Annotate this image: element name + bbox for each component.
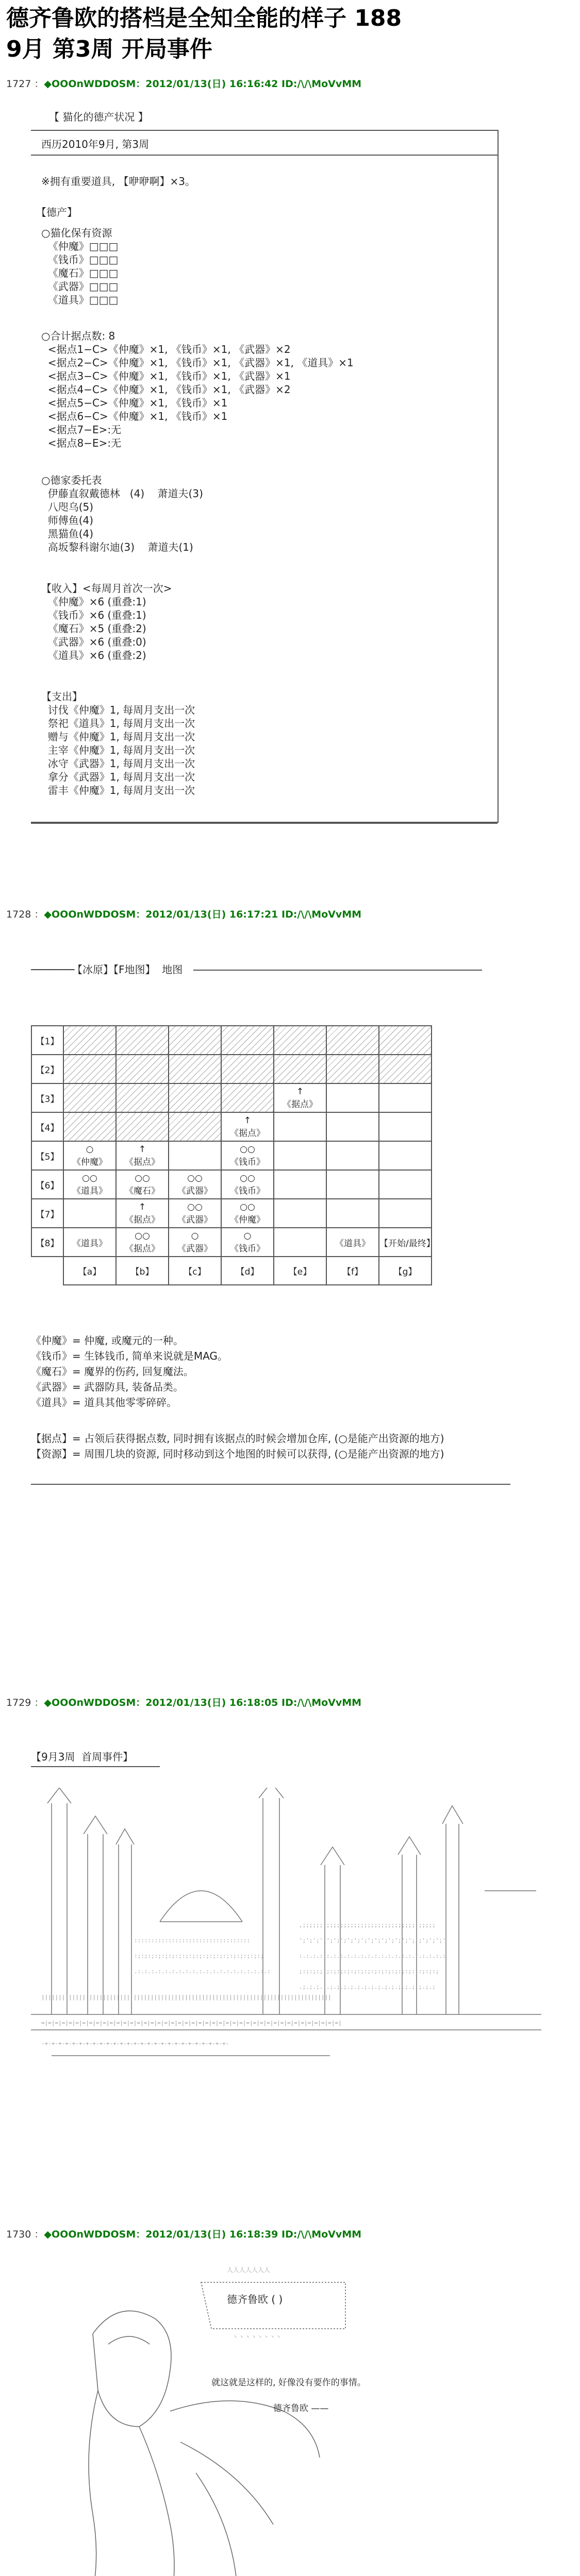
- map-row: [31, 1055, 432, 1083]
- map-cell: [63, 1199, 116, 1228]
- text-line: 八咫乌(5): [41, 501, 94, 513]
- post-meta: ◆OOOnWDDOSM：2012/01/13(日) 16:16:42 ID:/\/\MoVvMM: [44, 78, 362, 90]
- text-line: <据点1−C>《仲魔》×1, 《钱币》×1, 《武器》×2: [41, 343, 291, 355]
- post-number: 1730: [6, 2229, 31, 2240]
- text-line: <据点5−C>《仲魔》×1, 《钱币》×1: [41, 397, 228, 409]
- map-cell: [326, 1083, 379, 1112]
- map-column-label: 【g】: [379, 1257, 432, 1285]
- map-cell: [169, 1026, 221, 1055]
- map-row-label: 【4】: [31, 1112, 63, 1141]
- map-cell: 《道具》: [63, 1228, 116, 1257]
- svg-text:人人人人人人人: 人人人人人人人: [227, 2266, 271, 2274]
- map-cell: ○○ 《仲魔》: [221, 1199, 274, 1228]
- text-line: <据点3−C>《仲魔》×1, 《钱币》×1, 《武器》×1: [41, 370, 291, 382]
- text-line: 《钱币》□□□: [41, 253, 119, 266]
- map-column-label: 【f】: [326, 1257, 379, 1285]
- text-line: 伊藤直叙戴德林 (4) 萧道夫(3): [41, 487, 203, 500]
- divider: [31, 155, 498, 156]
- text-line: ○合计据点数: 8: [41, 330, 115, 342]
- map-cell: ↑ 《据点》: [116, 1199, 169, 1228]
- svg-text:::::::::::::::::::::::::::::::: ::::::::::::::::::::::::::::::::::: [134, 1937, 251, 1944]
- svg-text:-+-+-+-+-+-+-+-+-+-+-+-+-+-+-+: -+-+-+-+-+-+-+-+-+-+-+-+-+-+-+-+-+-+-+-+-+-+-+-+-+-+-+-: [41, 2040, 229, 2047]
- map-cell: [63, 1026, 116, 1055]
- text-line: 【据点】= 占领后获得据点数, 同时拥有该据点的时候会增加仓库, (○是能产出资源的地方): [31, 1432, 444, 1445]
- divider: [31, 822, 498, 824]
- text-line: 《魔石》= 魔界的伤药, 回复魔法。: [31, 1365, 194, 1378]
- text-line: 《钱币》×6 (重叠:1): [41, 609, 146, 621]
- map-cell: [326, 1112, 379, 1141]
- svg-text:.;.;.;.;.;.;.;.;.;.;.;.;.;.;.;: .;.;.;.;.;.;.;.;.;.;.;.;.;.;.;.;.;.;.;.;: [299, 1984, 436, 1990]
- map-cell: [63, 1055, 116, 1083]
- map-heading: 【冰原】【F地图】 地图: [72, 963, 183, 976]
- post-number: 1728: [6, 909, 31, 920]
- text-line: 黑猫鱼(4): [41, 528, 94, 540]
- map-row-label: 【7】: [31, 1199, 63, 1228]
- map-row: [31, 1026, 432, 1055]
- text-line: <据点8−E>:无: [41, 437, 122, 449]
- map-cell: [116, 1083, 169, 1112]
- map-cell: [326, 1199, 379, 1228]
- post-header: 1727 ：◆OOOnWDDOSM：2012/01/13(日) 16:16:42 ID:/\/\MoVvMM: [6, 78, 362, 90]
- page-title: [6, 3, 402, 65]
- divider: [31, 130, 498, 131]
- map-cell: ○○ 《据点》: [116, 1228, 169, 1257]
- map-cell: ○ 《钱币》: [221, 1228, 274, 1257]
- text-line: 《道具》×6 (重叠:2): [41, 649, 146, 662]
- map-row-label: 【1】: [31, 1026, 63, 1055]
- text-line: 《武器》×6 (重叠:0): [41, 636, 146, 648]
- text-line: 《仲魔》□□□: [41, 240, 119, 252]
- map-cell: [221, 1083, 274, 1112]
- map-cell: [169, 1083, 221, 1112]
- map-row: [31, 1141, 432, 1170]
- map-column-label: 【e】: [274, 1257, 326, 1285]
- divider: [31, 1766, 160, 1767]
- text-line: 《武器》= 武器防具, 装备品类。: [31, 1381, 184, 1393]
- event-heading: 【9月3周 首周事件】: [31, 1751, 134, 1763]
- character-ascii-art: [77, 2257, 397, 2576]
- post-meta: ◆OOOnWDDOSM：2012/01/13(日) 16:18:39 ID:/\/\MoVvMM: [44, 2229, 362, 2240]
- text-line: ○德家委托表: [41, 474, 102, 486]
- svg-text:;:;:;:;:;:;:;:;:;:;:;:;:;:;:;:: ;:;:;:;:;:;:;:;:;:;:;:;:;:;:;:;:;:;:;:;:;: [299, 1968, 439, 1975]
- status-keep: ※拥有重要道具, 【咿咿啊】×3。: [41, 175, 195, 188]
- map-cell: [274, 1170, 326, 1199]
- map-cell: [274, 1026, 326, 1055]
- text-line: 《仲魔》×6 (重叠:1): [41, 596, 146, 608]
- map-column-label: 【c】: [169, 1257, 221, 1285]
- map-row-label: 【8】: [31, 1228, 63, 1257]
- map-cell: [169, 1141, 221, 1170]
- text-line: 主宰《仲魔》1, 每周月支出一次: [41, 744, 195, 756]
- svg-text:.:.:.:.:.:.:.:.:.:.:.:.:.:.:.:: .:.:.:.:.:.:.:.:.:.:.:.:.:.:.:.:.:.:.:.:: [134, 1968, 271, 1975]
- post-header: 1730 ：◆OOOnWDDOSM：2012/01/13(日) 16:18:39 ID:/\/\MoVvMM: [6, 2229, 362, 2240]
- title-line-2: 9月 第3周 开局事件: [6, 36, 212, 62]
- divider: [193, 970, 482, 971]
- map-column-label: 【d】: [221, 1257, 274, 1285]
- text-line: 《武器》□□□: [41, 280, 119, 293]
- map-row: [31, 1112, 432, 1141]
- text-line: 【收入】<每周月首次一次>: [41, 582, 172, 595]
- map-cell: ↑ 《据点》: [221, 1112, 274, 1141]
- map-row: [31, 1083, 432, 1112]
- map-cell: [116, 1112, 169, 1141]
- status-section: 【德产】: [36, 206, 77, 218]
- divider: [31, 1484, 510, 1485]
- svg-text::;:;:;:;:;:;:;:;:;:;:;:;:;:;:;: :;:;:;:;:;:;:;:;:;:;:;:;:;:;:;:;:;:;:;: [134, 1953, 264, 1959]
- map-cell: [379, 1199, 432, 1228]
- map-cell: 【开始/最终】: [379, 1228, 432, 1257]
- map-cell: [379, 1112, 432, 1141]
- map-cell: [63, 1112, 116, 1141]
- map-cell: ○ 《武器》: [169, 1228, 221, 1257]
- svg-text::.:.:.:.:.:.:.:.:.:.:.:.:.:.:.: :.:.:.:.:.:.:.:.:.:.:.:.:.:.:.:.:.:.:.:.:.:: [299, 1953, 446, 1959]
- title-line-1: 德齐鲁欧的搭档是全知全能的样子 188: [6, 5, 402, 31]
- text-line: 祭祀《道具》1, 每周月支出一次: [41, 717, 195, 730]
- figure-subnote: 德齐鲁欧 ——: [273, 2403, 329, 2414]
- map-cell: [116, 1055, 169, 1083]
- map-cell: [379, 1083, 432, 1112]
- map-cell: [169, 1112, 221, 1141]
- map-cell: ○○ 《道具》: [63, 1170, 116, 1199]
- text-line: 冰守《武器》1, 每周月支出一次: [41, 757, 195, 770]
- map-grid: [31, 1025, 435, 1285]
- text-line: 【资源】= 周围几块的资源, 同时移动到这个地图的时候可以获得, (○是能产出资源的地方): [31, 1448, 444, 1460]
- map-cell: [221, 1055, 274, 1083]
- map-cell: [274, 1112, 326, 1141]
- map-cell: ○○ 《魔石》: [116, 1170, 169, 1199]
- post-header: 1728 ：◆OOOnWDDOSM：2012/01/13(日) 16:17:21 ID:/\/\MoVvMM: [6, 909, 362, 920]
- text-line: 讨伐《仲魔》1, 每周月支出一次: [41, 704, 195, 716]
- text-line: 拿分《武器》1, 每周月支出一次: [41, 771, 195, 783]
- map-cell: [274, 1055, 326, 1083]
- map-cell: [274, 1228, 326, 1257]
- map-cell: [326, 1055, 379, 1083]
- map-row-label: 【6】: [31, 1170, 63, 1199]
- text-line: 《钱币》= 生钵钱币, 简单来说就是MAG。: [31, 1350, 228, 1362]
- text-line: 《魔石》×5 (重叠:2): [41, 622, 146, 635]
- svg-text:,;;;;;;;;;;;;;;;;;;;;;;;;;;;;;: ,;;;;;;;;;;;;;;;;;;;;;;;;;;;;;;;;;;;;;;;: [299, 1922, 436, 1928]
- speech-text: 德齐鲁欧 ( ): [227, 2293, 283, 2306]
- map-corner: [31, 1257, 63, 1285]
- text-line: <据点4−C>《仲魔》×1, 《钱币》×1, 《武器》×2: [41, 383, 291, 396]
- svg-text:丶丶丶丶丶丶丶丶: 丶丶丶丶丶丶丶丶: [232, 2333, 282, 2341]
- map-row-label: 【3】: [31, 1083, 63, 1112]
- map-row: [31, 1170, 432, 1199]
- svg-text:||||||||||||||||||||||||||||||: |||||||||||||||||||||||||||||||||||||||||||||||||||||||||||||||||||||||||||||||||||||: [41, 1994, 332, 2001]
- map-cell: [379, 1026, 432, 1055]
- svg-text:';';';';';';';';';';';';';';';: ';';';';';';';';';';';';';';';';';';';';';': [299, 1937, 446, 1944]
- status-date: 西历2010年9月, 第3周: [41, 138, 150, 150]
- text-line: 雷丰《仲魔》1, 每周月支出一次: [41, 784, 195, 796]
- status-heading: 【 猫化的德产状况 】: [49, 111, 148, 123]
- map-cell: ↑ 《据点》: [274, 1083, 326, 1112]
- castle-ascii-art: [31, 1788, 541, 2066]
- map-cell: ○○ 《钱币》: [221, 1141, 274, 1170]
- figure-caption: 就这就是这样的, 好像没有要作的事情。: [211, 2378, 366, 2388]
- text-line: <据点2−C>《仲魔》×1, 《钱币》×1, 《武器》×1, 《道具》×1: [41, 357, 354, 369]
- map-cell: [116, 1026, 169, 1055]
- text-line: 《魔石》□□□: [41, 267, 119, 279]
- map-cell: ○○ 《武器》: [169, 1170, 221, 1199]
- post-meta: ◆OOOnWDDOSM：2012/01/13(日) 16:18:05 ID:/\/\MoVvMM: [44, 1697, 362, 1708]
- map-cell: [379, 1141, 432, 1170]
- border-line: [498, 130, 499, 823]
- map-column-label: 【a】: [63, 1257, 116, 1285]
- text-line: 【支出】: [41, 690, 82, 703]
- map-cell: [379, 1170, 432, 1199]
- map-cell: [274, 1199, 326, 1228]
- map-cell: [221, 1026, 274, 1055]
- map-cell: [326, 1170, 379, 1199]
- text-line: ○猫化保有资源: [41, 227, 112, 239]
- text-line: 师傅鱼(4): [41, 514, 94, 527]
- map-row-label: 【5】: [31, 1141, 63, 1170]
- post-header: 1729 ：◆OOOnWDDOSM：2012/01/13(日) 16:18:05 ID:/\/\MoVvMM: [6, 1697, 362, 1708]
- map-row-label: 【2】: [31, 1055, 63, 1083]
- map-cell: 《道具》: [326, 1228, 379, 1257]
- map-cell: ○○ 《武器》: [169, 1199, 221, 1228]
- map-cell: [379, 1055, 432, 1083]
- text-line: 高坂黎科谢尔迪(3) 萧道夫(1): [41, 541, 193, 553]
- map-cell: [326, 1026, 379, 1055]
- map-cell: [326, 1141, 379, 1170]
- text-line: 《道具》= 道具其他零零碎碎。: [31, 1396, 177, 1409]
- text-line: 赠与《仲魔》1, 每周月支出一次: [41, 731, 195, 743]
- map-heading-rule: ───────: [31, 963, 75, 976]
- text-line: <据点6−C>《仲魔》×1, 《钱币》×1: [41, 410, 228, 422]
- map-cell: [274, 1141, 326, 1170]
- map-column-labels: [31, 1257, 432, 1285]
- map-row: [31, 1199, 432, 1228]
- map-cell: [169, 1055, 221, 1083]
- post-number: 1727: [6, 78, 31, 90]
- map-cell: ○○ 《钱币》: [221, 1170, 274, 1199]
- map-row: [31, 1228, 432, 1257]
- post-meta: ◆OOOnWDDOSM：2012/01/13(日) 16:17:21 ID:/\/\MoVvMM: [44, 909, 362, 920]
- map-column-label: 【b】: [116, 1257, 169, 1285]
- post-number: 1729: [6, 1697, 31, 1708]
- text-line: 《道具》□□□: [41, 294, 119, 306]
- text-line: <据点7−E>:无: [41, 423, 122, 436]
- svg-text:=|=|=|=|=|=|=|=|=|=|=|=|=|=|=|: =|=|=|=|=|=|=|=|=|=|=|=|=|=|=|=|=|=|=|=|=|=|=|=|=|=|=|=|=|=|=|=|=|=|=|=|=|=|=|=|=|=|=|=|: [41, 2020, 342, 2026]
- text-line: 《仲魔》= 仲魔, 或魔元的一种。: [31, 1334, 184, 1347]
- map-cell: [63, 1083, 116, 1112]
- map-cell: ○ 《仲魔》: [63, 1141, 116, 1170]
- map-cell: ↑ 《据点》: [116, 1141, 169, 1170]
